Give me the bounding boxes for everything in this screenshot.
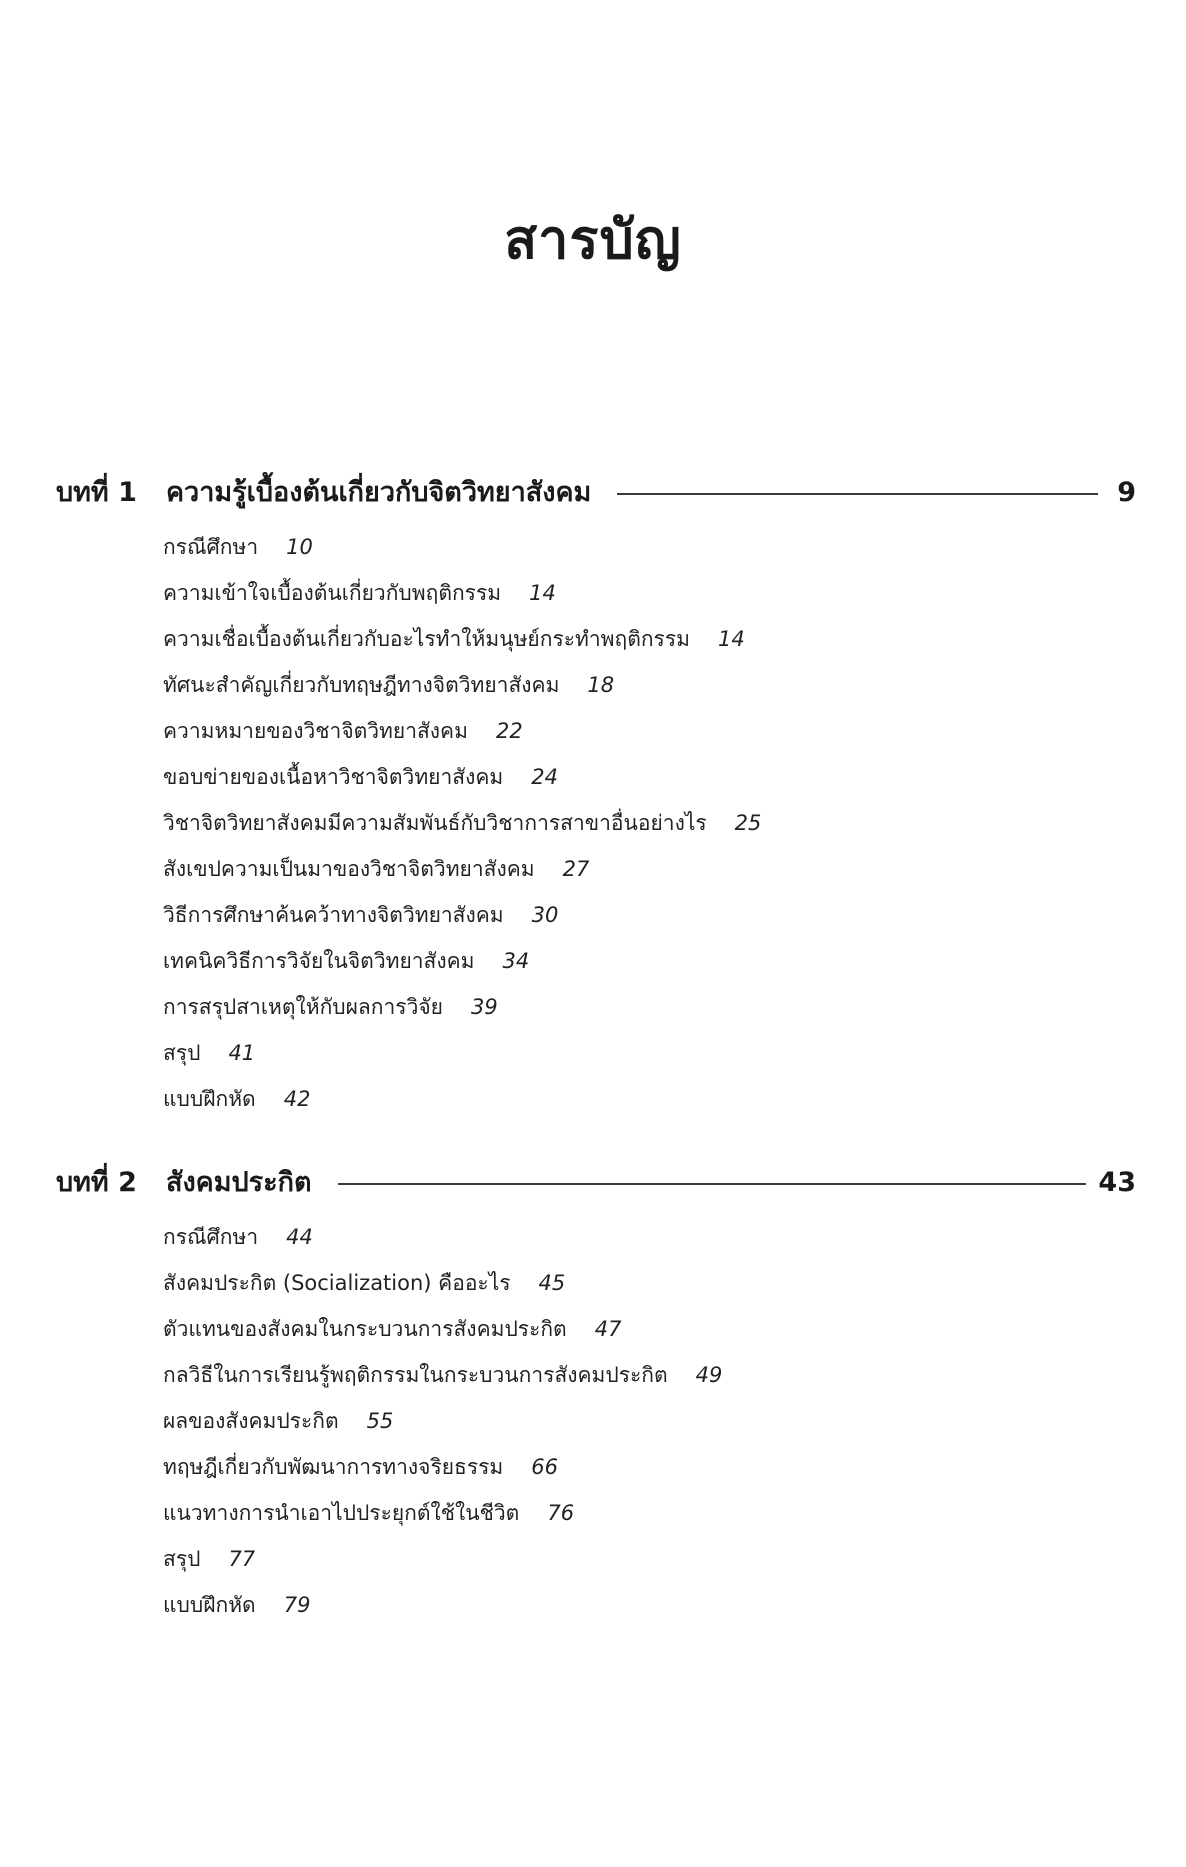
toc-entry[interactable] (163, 984, 1136, 1030)
chapter-heading[interactable] (56, 470, 1136, 518)
entry-title: การสรุปสาเหตุให้กับผลการวิจัย (163, 995, 443, 1019)
entry-page-number: 49 (695, 1363, 723, 1387)
toc-entry[interactable] (163, 754, 1136, 800)
entry-page-number: 30 (531, 903, 559, 927)
entry-title: กรณีศึกษา (163, 535, 259, 559)
entry-title: แบบฝึกหัด (163, 1087, 256, 1111)
entry-title: วิธีการศึกษาค้นคว้าทางจิตวิทยาสังคม (163, 903, 504, 927)
chapter-2 (56, 1160, 1136, 1628)
entry-title: ความเข้าใจเบื้องต้นเกี่ยวกับพฤติกรรม (163, 581, 502, 605)
toc-entry[interactable] (163, 662, 1136, 708)
entry-page-number: 77 (228, 1547, 256, 1571)
entry-page-number: 79 (283, 1593, 311, 1617)
toc-entry[interactable] (163, 1352, 1136, 1398)
entry-title: ทัศนะสำคัญเกี่ยวกับทฤษฎีทางจิตวิทยาสังคม (163, 673, 560, 697)
toc-entry[interactable] (163, 1444, 1136, 1490)
entry-page-number: 10 (286, 535, 313, 559)
chapter-number: บทที่ 1 (56, 477, 137, 508)
toc-entry[interactable] (163, 800, 1136, 846)
entry-title: สังเขปความเป็นมาของวิชาจิตวิทยาสังคม (163, 857, 535, 881)
chapter-title: ความรู้เบื้องต้นเกี่ยวกับจิตวิทยาสังคม (166, 477, 592, 508)
entry-page-number: 27 (562, 857, 590, 881)
toc-entry[interactable] (163, 1398, 1136, 1444)
entry-title: ความหมายของวิชาจิตวิทยาสังคม (163, 719, 468, 743)
chapter-title: สังคมประกิต (166, 1167, 312, 1198)
chapter-page-number: 9 (1117, 477, 1136, 508)
entry-title: สังคมประกิต (Socialization) คืออะไร (163, 1271, 511, 1295)
entry-page-number: 76 (547, 1501, 575, 1525)
entry-title: กรณีศึกษา (163, 1225, 259, 1249)
entry-page-number: 41 (228, 1041, 256, 1065)
entry-page-number: 44 (286, 1225, 313, 1249)
entry-page-number: 42 (283, 1087, 311, 1111)
toc-entry[interactable] (163, 1582, 1136, 1628)
entry-title: แบบฝึกหัด (163, 1593, 256, 1617)
chapter-heading[interactable] (56, 1160, 1136, 1208)
entry-page-number: 39 (470, 995, 498, 1019)
entry-title: สรุป (163, 1547, 201, 1571)
entry-page-number: 66 (531, 1455, 559, 1479)
chapter-1 (56, 470, 1136, 1122)
page-title: สารบัญ (504, 208, 682, 272)
toc-entry[interactable] (163, 1214, 1136, 1260)
entry-title: ทฤษฎีเกี่ยวกับพัฒนาการทางจริยธรรม (163, 1455, 504, 1479)
toc-entry[interactable] (163, 1030, 1136, 1076)
entry-page-number: 18 (587, 673, 615, 697)
toc-entry[interactable] (163, 1260, 1136, 1306)
entry-page-number: 45 (538, 1271, 566, 1295)
toc-entry[interactable] (163, 524, 1136, 570)
entry-page-number: 14 (529, 581, 556, 605)
toc-entry[interactable] (163, 708, 1136, 754)
entry-page-number: 25 (734, 811, 762, 835)
chapter-page-number: 43 (1098, 1167, 1136, 1198)
leader-line (338, 1183, 1087, 1185)
entry-title: วิชาจิตวิทยาสังคมมีความสัมพันธ์กับวิชาการสาขาอื่นอย่างไร (163, 811, 707, 835)
entry-title: เทคนิควิธีการวิจัยในจิตวิทยาสังคม (163, 949, 475, 973)
chapter-number: บทที่ 2 (56, 1167, 137, 1198)
toc-entry[interactable] (163, 938, 1136, 984)
entry-title: ขอบข่ายของเนื้อหาวิชาจิตวิทยาสังคม (163, 765, 504, 789)
entry-page-number: 34 (502, 949, 530, 973)
chapter-entries (56, 1214, 1136, 1628)
toc-entry[interactable] (163, 1490, 1136, 1536)
entry-title: ตัวแทนของสังคมในกระบวนการสังคมประกิต (163, 1317, 567, 1341)
toc-entry[interactable] (163, 1076, 1136, 1122)
toc-entry[interactable] (163, 846, 1136, 892)
leader-line (617, 493, 1098, 495)
entry-page-number: 22 (495, 719, 523, 743)
toc-entry[interactable] (163, 1306, 1136, 1352)
entry-page-number: 14 (717, 627, 745, 651)
toc-entry[interactable] (163, 570, 1136, 616)
entry-title: ความเชื่อเบื้องต้นเกี่ยวกับอะไรทำให้มนุษย์กระทำพฤติกรรม (163, 627, 690, 651)
entry-title: ผลของสังคมประกิต (163, 1409, 339, 1433)
entry-title: สรุป (163, 1041, 201, 1065)
toc-entry[interactable] (163, 892, 1136, 938)
chapter-entries (56, 524, 1136, 1122)
toc-entry[interactable] (163, 616, 1136, 662)
entry-title: แนวทางการนำเอาไปประยุกต์ใช้ในชีวิต (163, 1501, 520, 1525)
entry-title: กลวิธีในการเรียนรู้พฤติกรรมในกระบวนการสังคมประกิต (163, 1363, 668, 1387)
toc-entry[interactable] (163, 1536, 1136, 1582)
entry-page-number: 55 (366, 1409, 394, 1433)
entry-page-number: 24 (531, 765, 558, 789)
entry-page-number: 47 (594, 1317, 622, 1341)
